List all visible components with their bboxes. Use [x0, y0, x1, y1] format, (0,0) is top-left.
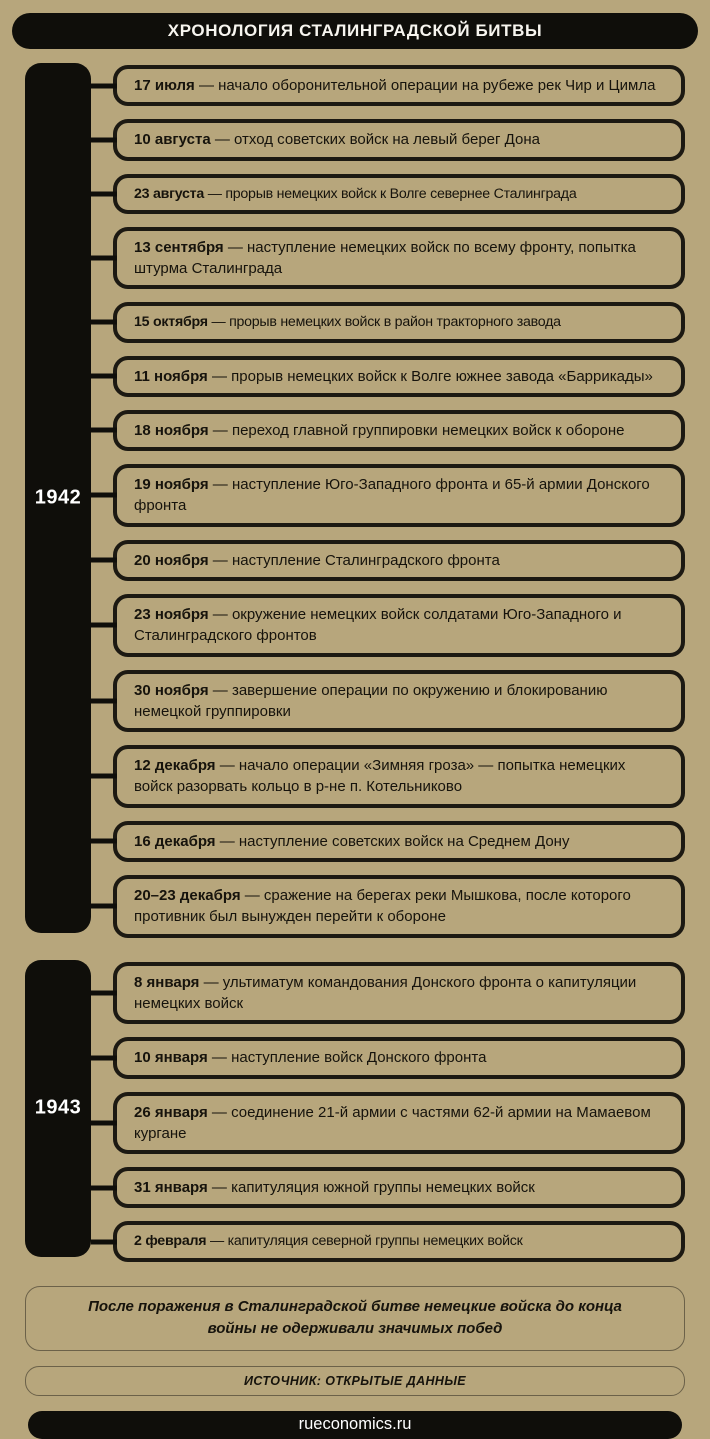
event-date: 19 ноября [134, 476, 209, 494]
event-date: 20–23 декабря [134, 887, 241, 905]
event-text: 23 ноября — окружение немецких войск солдатами Юго-Западного и Сталинградского фронтов [134, 605, 622, 645]
connector-line [91, 83, 117, 88]
event-box [113, 962, 685, 1025]
event-text: 20 ноября — наступление Сталинградского фронта [134, 551, 500, 569]
connector-line [91, 191, 117, 196]
connector-line [91, 839, 117, 844]
event-date: 23 ноября [134, 605, 209, 623]
events-list [113, 65, 685, 938]
source-text: ИСТОЧНИК: ОТКРЫТЫЕ ДАННЫЕ [243, 1373, 466, 1388]
event-date: 2 февраля [134, 1233, 207, 1250]
event-date: 10 августа [134, 131, 211, 149]
connector-line [91, 256, 117, 261]
event-date: 13 сентября [134, 238, 224, 256]
event-text: 13 сентября — наступление немецких войск по всему фронту, попытка штурма Сталинграда [134, 238, 636, 278]
year-label: 1942 [34, 486, 82, 509]
event-box [113, 65, 685, 106]
event-box [113, 174, 685, 214]
event-text: 15 октября — прорыв немецких войск в район тракторного завода [134, 314, 561, 331]
connector-line [91, 320, 117, 325]
event-box [113, 227, 685, 290]
event-date: 20 ноября [134, 551, 209, 569]
event-text: 17 июля — начало оборонительной операции на рубеже рек Чир и Цимла [134, 77, 656, 94]
connector-line [91, 990, 117, 995]
event-box [113, 540, 685, 581]
timeline-section-1942 [25, 65, 685, 938]
event-date: 10 января [134, 1049, 208, 1067]
event-box [113, 875, 685, 938]
site-footer [28, 1411, 682, 1439]
connector-line [91, 1239, 117, 1244]
event-text: 2 февраля — капитуляция северной группы немецких войск [134, 1233, 523, 1250]
site-name: rueconomics.ru [298, 1415, 412, 1434]
note-box [25, 1286, 685, 1351]
event-box [113, 1167, 685, 1208]
event-text: 12 декабря — начало операции «Зимняя гроза» — попытка немецких войск разорвать кольцо в р-не п. Котельниково [134, 757, 626, 796]
event-date: 17 июля [134, 77, 195, 94]
event-text: 30 ноября — завершение операции по окружению и блокированию немецкой группировки [134, 681, 608, 720]
event-text: 18 ноября — переход главной группировки немецких войск к обороне [134, 421, 625, 439]
event-box [113, 670, 685, 733]
event-box [113, 119, 685, 160]
event-date: 18 ноября [134, 421, 209, 439]
note-text: После поражения в Сталинградской битве немецкие войска до конца войны не одерживали значимых побед [88, 1297, 622, 1338]
event-box [113, 821, 685, 862]
event-date: 15 октября [134, 314, 208, 331]
event-date: 16 декабря [134, 832, 216, 850]
event-box [113, 594, 685, 657]
connector-line [91, 374, 117, 379]
event-box [113, 745, 685, 808]
event-date: 23 августа [134, 185, 205, 202]
source-box [25, 1366, 685, 1396]
timeline [25, 65, 685, 1262]
event-date: 30 ноября [134, 681, 209, 699]
event-date: 31 января [134, 1179, 208, 1197]
timeline-section-1943 [25, 962, 685, 1262]
event-box [113, 1221, 685, 1261]
event-box [113, 302, 685, 342]
event-text: 8 января — ультиматум командования Донского фронта о капитуляции немецких войск [134, 973, 637, 1012]
event-text: 10 января — наступление войск Донского фронта [134, 1049, 487, 1067]
year-label: 1943 [34, 1096, 82, 1119]
events-list [113, 962, 685, 1262]
content-area [0, 65, 710, 1439]
page-title: ХРОНОЛОГИЯ СТАЛИНГРАДСКОЙ БИТВЫ [12, 13, 698, 49]
event-date: 26 января [134, 1103, 208, 1121]
event-text: 19 ноября — наступление Юго-Западного фронта и 65-й армии Донского фронта [134, 476, 650, 515]
event-date: 11 ноября [134, 367, 208, 385]
connector-line [91, 623, 117, 628]
connector-line [91, 1120, 117, 1125]
event-box [113, 1037, 685, 1078]
event-text: 26 января — соединение 21-й армии с частями 62-й армии на Мамаевом кургане [134, 1103, 651, 1142]
connector-line [91, 493, 117, 498]
connector-line [91, 137, 117, 142]
connector-line [91, 558, 117, 563]
event-date: 8 января [134, 973, 200, 991]
event-date: 12 декабря [134, 757, 216, 775]
event-box [113, 356, 685, 397]
event-text: 20–23 декабря — сражение на берегах реки Мышкова, после которого противник был вынужден перейти к обороне [134, 887, 631, 926]
year-bar [25, 63, 91, 933]
connector-line [91, 428, 117, 433]
event-text: 11 ноября — прорыв немецких войск к Волге южнее завода «Баррикады» [134, 367, 653, 385]
event-text: 16 декабря — наступление советских войск на Среднем Дону [134, 832, 570, 850]
connector-line [91, 904, 117, 909]
event-box [113, 464, 685, 527]
connector-line [91, 774, 117, 779]
event-text: 31 января — капитуляция южной группы немецких войск [134, 1179, 535, 1197]
connector-line [91, 698, 117, 703]
year-bar [25, 960, 91, 1257]
event-text: 10 августа — отход советских войск на левый берег Дона [134, 131, 540, 149]
infographic-page [0, 13, 710, 1439]
connector-line [91, 1185, 117, 1190]
event-box [113, 1092, 685, 1155]
event-box [113, 410, 685, 451]
connector-line [91, 1055, 117, 1060]
event-text: 23 августа — прорыв немецких войск к Волге севернее Сталинграда [134, 185, 577, 202]
